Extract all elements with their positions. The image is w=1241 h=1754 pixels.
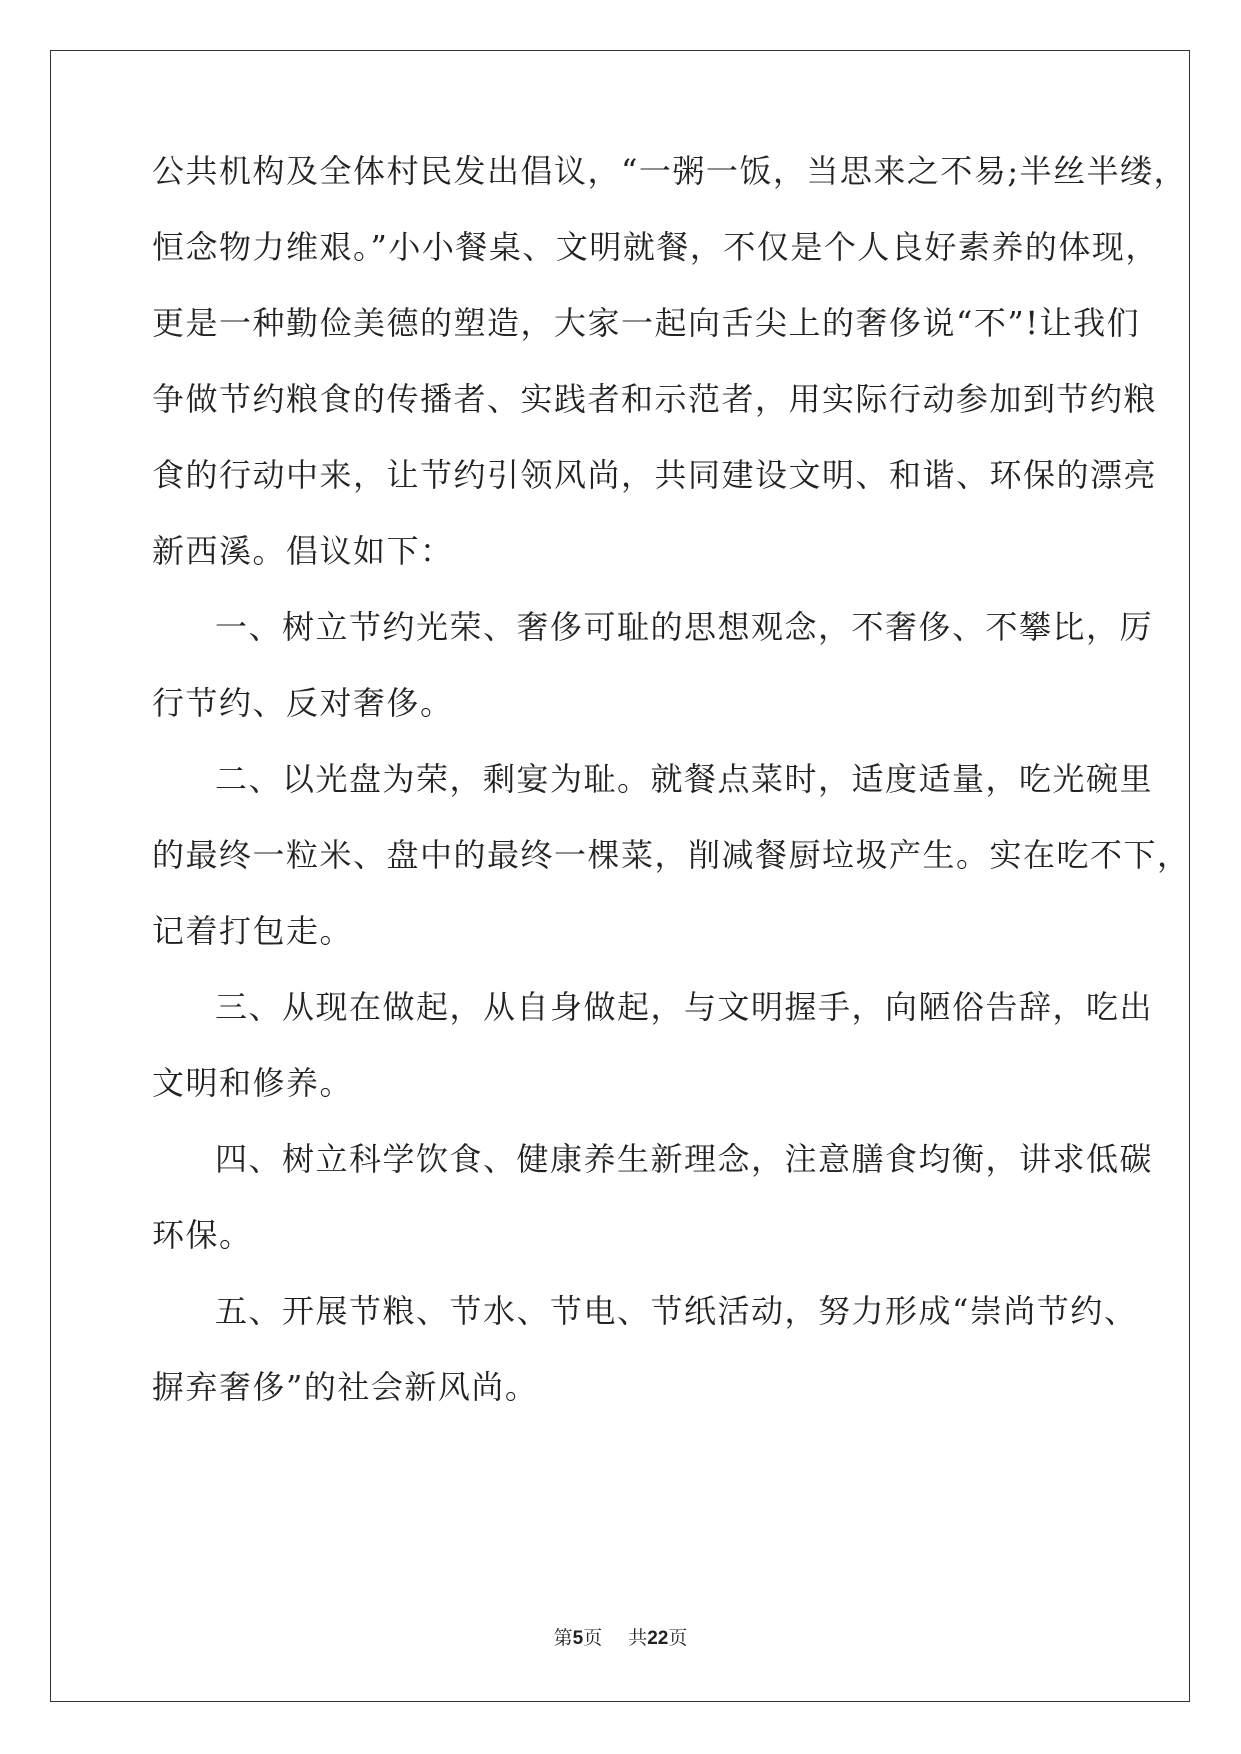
text-line: 环保。 — [152, 1216, 253, 1254]
current-page-number: 5 — [572, 1628, 584, 1649]
page-suffix: 页 — [583, 1627, 603, 1649]
text-line: 记着打包走。 — [152, 912, 354, 950]
text-line: 摒弃奢侈”的社会新风尚。 — [152, 1368, 539, 1406]
text-line: 公共机构及全体村民发出倡议，“一粥一饭，当思来之不易;半丝半缕， — [152, 152, 1188, 190]
paragraph-first-line: 一、树立节约光荣、奢侈可耻的思想观念，不奢侈、不攀比，厉 — [215, 608, 1154, 646]
page-frame — [50, 50, 1190, 1702]
total-prefix: 共 — [628, 1627, 648, 1649]
text-line: 争做节约粮食的传播者、实践者和示范者，用实际行动参加到节约粮 — [152, 380, 1158, 418]
paragraph-first-line: 三、从现在做起，从自身做起，与文明握手，向陋俗告辞，吃出 — [215, 988, 1154, 1026]
text-line: 更是一种勤俭美德的塑造，大家一起向舌尖上的奢侈说“不”!让我们 — [152, 304, 1141, 342]
text-line: 行节约、反对奢侈。 — [152, 684, 454, 722]
paragraph-first-line: 五、开展节粮、节水、节电、节纸活动，努力形成“崇尚节约、 — [215, 1292, 1138, 1330]
text-line: 恒念物力维艰。”小小餐桌、文明就餐，不仅是个人良好素养的体现， — [152, 228, 1159, 266]
total-suffix: 页 — [668, 1627, 688, 1649]
page-prefix: 第 — [553, 1627, 573, 1649]
text-line: 文明和修养。 — [152, 1064, 354, 1102]
total-page-number: 22 — [647, 1628, 669, 1649]
page-footer — [0, 1626, 1241, 1651]
text-line: 的最终一粒米、盘中的最终一棵菜，削减餐厨垃圾产生。实在吃不下， — [152, 836, 1191, 874]
paragraph-first-line: 四、树立科学饮食、健康养生新理念，注意膳食均衡，讲求低碳 — [215, 1140, 1154, 1178]
paragraph-first-line: 二、以光盘为荣，剩宴为耻。就餐点菜时，适度适量，吃光碗里 — [215, 760, 1154, 798]
text-line: 新西溪。倡议如下： — [152, 532, 454, 570]
text-line: 食的行动中来，让节约引领风尚，共同建设文明、和谐、环保的漂亮 — [152, 456, 1158, 494]
